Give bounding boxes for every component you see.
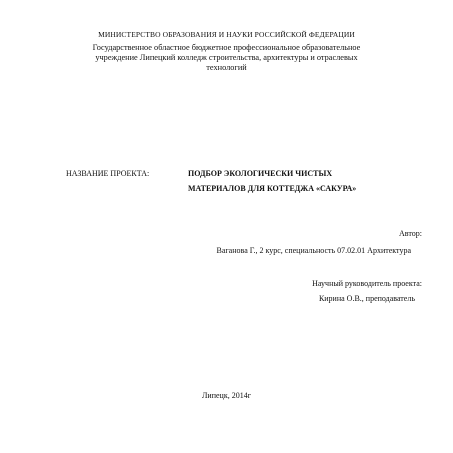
project-title-line-2: МАТЕРИАЛОВ ДЛЯ КОТТЕДЖА «САКУРА» <box>188 184 357 193</box>
author-info: Ваганова Г., 2 курс, специальность 07.02.01 Архитектура <box>216 246 411 255</box>
project-title-line-1: ПОДБОР ЭКОЛОГИЧЕСКИ ЧИСТЫХ <box>188 169 333 178</box>
project-label: НАЗВАНИЕ ПРОЕКТА: <box>66 169 150 178</box>
adviser-info: Кирина О.В., преподаватель <box>318 294 415 303</box>
adviser-label: Научный руководитель проекта: <box>312 279 422 288</box>
institution-line-1: Государственное областное бюджетное профессиональное образовательное <box>92 43 361 52</box>
ministry-heading: МИНИСТЕРСТВО ОБРАЗОВАНИЯ И НАУКИ РОССИЙСКОЙ ФЕДЕРАЦИИ <box>98 30 355 39</box>
place-year: Липецк, 2014г <box>202 391 251 400</box>
institution-line-2: учреждение Липецкий колледж строительства, архитектуры и отраслевых <box>95 53 358 62</box>
institution-line-3: технологий <box>206 63 247 72</box>
author-label: Автор: <box>399 229 422 238</box>
